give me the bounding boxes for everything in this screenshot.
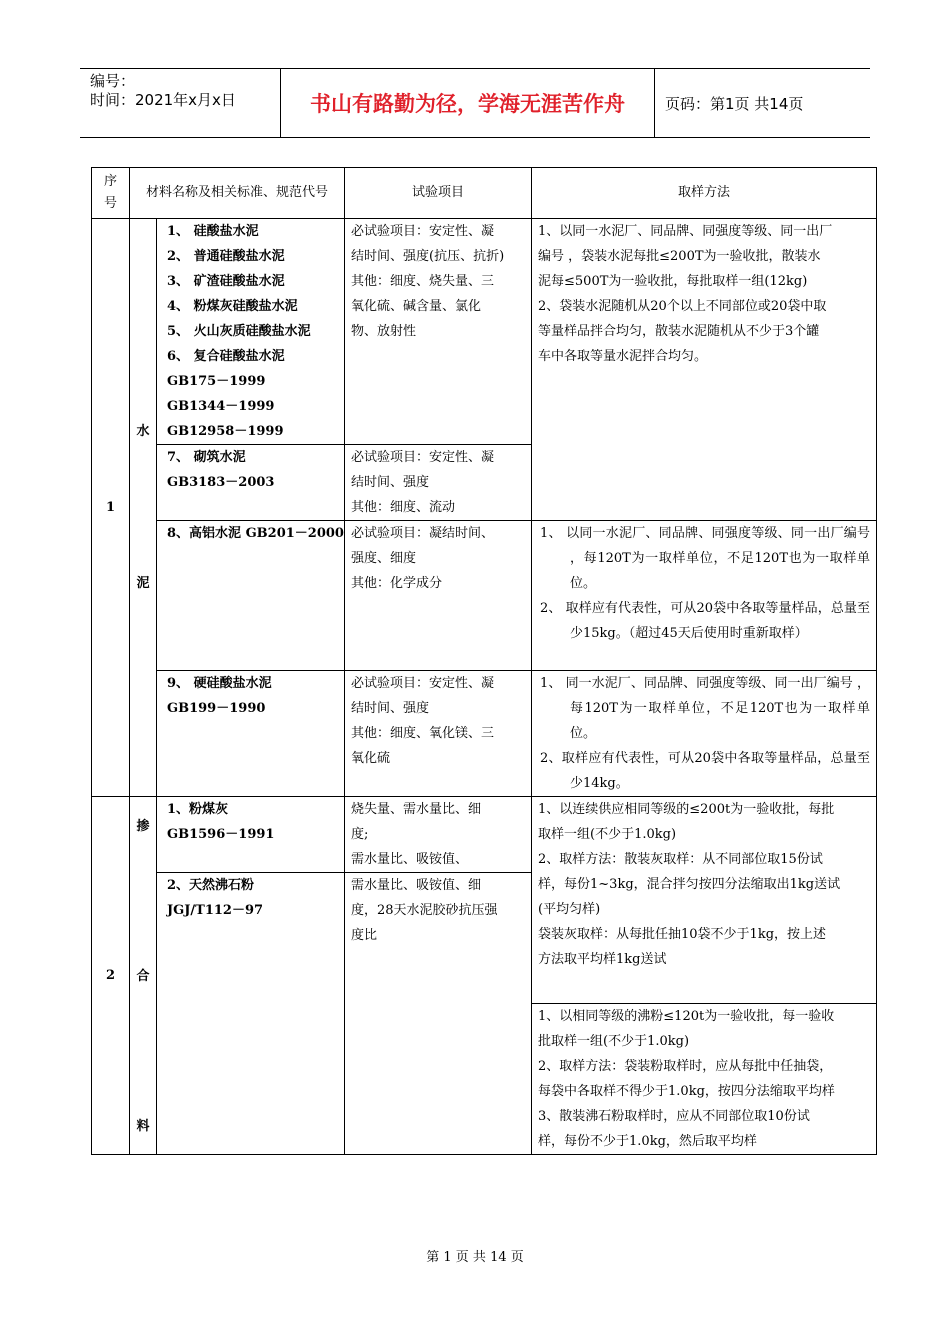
test-line: 其他：细度、氧化镁、三: [351, 726, 495, 741]
material-line: 4、 粉煤灰硅酸盐水泥: [167, 299, 298, 314]
sampling-line: 1、以相同等级的沸粉≤120t为一验收批，每一验收: [538, 1009, 835, 1024]
test-line: 必试验项目：凝结时间、: [351, 526, 495, 541]
sampling-line: 3、散装沸石粉取样时，应从不同部位取10份试: [538, 1109, 810, 1124]
test-line: 需水量比、吸铵值、细: [351, 878, 482, 893]
material-line: 1、 硅酸盐水泥: [167, 224, 259, 239]
test-line: 其他：化学成分: [351, 576, 443, 591]
category-char: 掺: [136, 819, 150, 834]
sampling-cell: [532, 671, 877, 797]
header-motto: 书山有路勤为径，学海无涯苦作舟: [281, 69, 655, 137]
test-line: 需水量比、吸铵值、: [351, 852, 469, 867]
sampling-line: 1、 同一水泥厂、同品牌、同强度等级、同一出厂编号 ，每120T为一取样单位，不足120T也为一取样单位。: [540, 676, 871, 741]
sampling-cell: [532, 219, 877, 521]
material-line: 5、 火山灰质硅酸盐水泥: [167, 324, 311, 339]
sampling-line: 取样一组(不少于1.0kg): [538, 827, 677, 842]
sampling-line: 样，每份1~3kg，混合拌匀按四分法缩取出1kg送试: [538, 877, 841, 892]
test-line: 结时间、强度(抗压、抗折): [351, 249, 505, 264]
material-cell: [157, 797, 345, 873]
test-cell: [345, 521, 532, 671]
row-seq: 2: [92, 797, 130, 1155]
material-line: 6、 复合硅酸盐水泥: [167, 349, 285, 364]
table-row: [92, 219, 877, 445]
page-footer: [0, 1246, 950, 1265]
material-line: 1、粉煤灰: [167, 802, 229, 817]
test-line: 物、放射性: [351, 324, 417, 339]
sampling-line: 批取样一组(不少于1.0kg): [538, 1034, 690, 1049]
test-line: 氧化硫: [351, 751, 391, 766]
sampling-line: (平均匀样): [538, 902, 601, 917]
test-cell: [345, 671, 532, 797]
test-line: 度;: [351, 827, 369, 842]
header-page-info: 页码：第1页 共14页: [665, 94, 804, 113]
test-line: 其他：细度、流动: [351, 500, 456, 515]
sampling-line: 编号 ，袋装水泥每批≤200T为一验收批，散装水: [538, 249, 821, 264]
test-line: 烧失量、需水量比、细: [351, 802, 482, 817]
material-line: 2、天然沸石粉: [167, 878, 255, 893]
test-line: 强度、细度: [351, 551, 417, 566]
footer-suffix: 页: [510, 1250, 524, 1265]
test-line: 必试验项目：安定性、凝: [351, 450, 495, 465]
sampling-line: 2、袋装水泥随机从20个以上不同部位或20袋中取: [538, 299, 827, 314]
material-line: 8、高铝水泥 GB201－2000: [167, 526, 344, 541]
material-cell: [157, 521, 345, 671]
header-seq: 序号: [92, 168, 130, 219]
sampling-line: 1、以同一水泥厂、同品牌、同强度等级、同一出厂: [538, 224, 833, 239]
category-char: 泥: [136, 576, 150, 591]
sampling-table: [91, 167, 877, 1155]
page-header: [80, 68, 870, 138]
material-line: 2、 普通硅酸盐水泥: [167, 249, 285, 264]
sampling-cell: [532, 1004, 877, 1155]
test-cell: [345, 873, 532, 1155]
sampling-line: 2、取样方法：袋装粉取样时，应从每批中任抽袋，: [538, 1059, 833, 1074]
footer-mid: 页 共: [455, 1250, 486, 1265]
row-category: [130, 219, 157, 797]
row-category: [130, 797, 157, 1155]
table-row: [92, 521, 877, 671]
sampling-line: 1、以连续供应相同等级的≤200t为一验收批，每批: [538, 802, 835, 817]
test-line: 氧化硫、碱含量、氯化: [351, 299, 482, 314]
test-cell: [345, 445, 532, 521]
sampling-line: 泥每≤500T为一验收批，每批取样一组(12kg): [538, 274, 808, 289]
test-line: 结时间、强度: [351, 475, 430, 490]
material-cell: [157, 219, 345, 445]
table-row: [92, 797, 877, 873]
test-line: 必试验项目：安定性、凝: [351, 224, 495, 239]
category-char: 料: [136, 1119, 150, 1134]
footer-page-number: 1: [443, 1250, 452, 1265]
material-line: GB1344－1999: [167, 399, 275, 414]
material-line: GB12958－1999: [167, 424, 284, 439]
category-char: 合: [136, 969, 150, 984]
sampling-line: 袋装灰取样：从每批任抽10袋不少于1kg，按上述: [538, 927, 827, 942]
material-line: GB1596－1991: [167, 827, 275, 842]
test-cell: [345, 219, 532, 445]
material-line: JGJ/T112－97: [167, 903, 264, 918]
footer-prefix: 第: [426, 1250, 440, 1265]
header-material: 材料名称及相关标准、规范代号: [130, 168, 345, 219]
material-cell: [157, 671, 345, 797]
material-line: GB199－1990: [167, 701, 266, 716]
sampling-cell: [532, 797, 877, 1004]
test-line: 其他：细度、烧失量、三: [351, 274, 495, 289]
material-line: GB3183－2003: [167, 475, 275, 490]
time-label: 时间：2021年x月x日: [90, 91, 236, 109]
header-test: 试验项目: [345, 168, 532, 219]
sampling-line: 方法取平均样1kg送试: [538, 952, 667, 967]
material-line: 7、 砌筑水泥: [167, 450, 246, 465]
row-seq: 1: [92, 219, 130, 797]
sampling-line: 等量样品拌合均匀，散装水泥随机从不少于3个罐: [538, 324, 820, 339]
sampling-line: 2、取样方法：散装灰取样：从不同部位取15份试: [538, 852, 823, 867]
sampling-cell: [532, 521, 877, 671]
material-line: GB175－1999: [167, 374, 266, 389]
sampling-line: 2、取样应有代表性，可从20袋中各取等量样品，总量至少14kg。: [540, 751, 871, 791]
material-line: 3、 矿渣硅酸盐水泥: [167, 274, 285, 289]
header-sampling: 取样方法: [532, 168, 877, 219]
test-line: 度，28天水泥胶砂抗压强: [351, 903, 498, 918]
sampling-line: 车中各取等量水泥拌合均匀。: [538, 349, 708, 364]
sampling-line: 样，每份不少于1.0kg，然后取平均样: [538, 1134, 757, 1149]
test-line: 度比: [351, 928, 378, 943]
material-cell: [157, 445, 345, 521]
table-header-row: [92, 168, 877, 219]
material-cell: [157, 873, 345, 1155]
footer-page-total: 14: [490, 1250, 507, 1265]
number-label: 编号：: [90, 72, 136, 90]
test-line: 结时间、强度: [351, 701, 430, 716]
material-line: 9、 硬硅酸盐水泥: [167, 676, 272, 691]
sampling-line: 1、 以同一水泥厂、同品牌、同强度等级、同一出厂编号 ，每120T为一取样单位，不足120T也为一取样单位。: [540, 526, 871, 591]
sampling-line: 每袋中各取样不得少于1.0kg，按四分法缩取平均样: [538, 1084, 835, 1099]
header-meta: [80, 69, 281, 137]
table-row: [92, 671, 877, 797]
test-cell: [345, 797, 532, 873]
sampling-line: 2、 取样应有代表性，可从20袋中各取等量样品，总量至少15kg。（超过45天后使用时重新取样）: [540, 601, 871, 641]
test-line: 必试验项目：安定性、凝: [351, 676, 495, 691]
category-char: 水: [136, 424, 150, 439]
